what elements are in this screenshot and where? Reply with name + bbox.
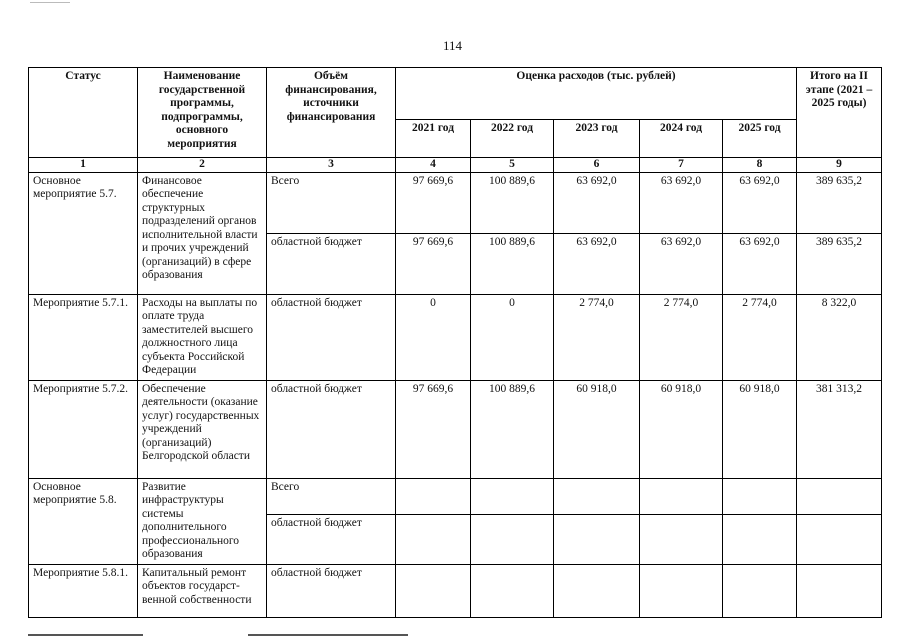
funding-source-cell: областной бюджет [267,564,396,617]
header-row [29,68,882,120]
value-cell: 63 692,0 [640,172,723,233]
column-index-row [29,158,882,173]
page-number: 114 [442,38,463,53]
value-cell [723,564,797,617]
value-cell [396,564,471,617]
value-cell [640,564,723,617]
funding-source-cell: областной бюджет [267,514,396,564]
column-index: 2 [138,158,267,173]
value-cell: 2 774,0 [723,294,797,380]
column-index: 3 [267,158,396,173]
total-cell [797,514,882,564]
value-cell: 60 918,0 [723,380,797,478]
funding-source-cell: областной бюджет [267,380,396,478]
column-index: 9 [797,158,882,173]
value-cell: 100 889,6 [471,172,554,233]
column-index: 4 [396,158,471,173]
value-cell: 0 [471,294,554,380]
header-funding-sources: Объём финансирования, источники финансирования [267,68,396,158]
table-row [29,172,882,233]
value-cell: 60 918,0 [640,380,723,478]
value-cell [554,564,640,617]
value-cell [640,514,723,564]
table-row [29,478,882,514]
total-cell: 8 322,0 [797,294,882,380]
table-row [29,294,882,380]
value-cell [396,514,471,564]
value-cell: 100 889,6 [471,233,554,294]
value-cell [723,478,797,514]
status-cell: Мероприятие 5.7.1. [29,294,138,380]
header-year: 2021 год [396,120,471,158]
value-cell: 97 669,6 [396,380,471,478]
budget-table [28,67,882,618]
header-year: 2025 год [723,120,797,158]
program-name-cell: Капитальный ремонт объектов государст-венной собственности [138,564,267,617]
status-cell: Мероприятие 5.7.2. [29,380,138,478]
value-cell: 63 692,0 [554,172,640,233]
value-cell [723,514,797,564]
column-index: 5 [471,158,554,173]
status-cell: Мероприятие 5.8.1. [29,564,138,617]
value-cell: 2 774,0 [640,294,723,380]
value-cell: 2 774,0 [554,294,640,380]
total-cell [797,564,882,617]
table-row [29,380,882,478]
program-name-cell: Развитие инфраструктуры системы дополнительного профессионального образования [138,478,267,564]
value-cell [554,514,640,564]
bottom-edge-rule [248,634,408,636]
column-index: 6 [554,158,640,173]
value-cell [554,478,640,514]
value-cell [471,478,554,514]
total-cell: 389 635,2 [797,172,882,233]
column-index: 7 [640,158,723,173]
funding-source-cell: Всего [267,172,396,233]
column-index: 1 [29,158,138,173]
total-cell: 389 635,2 [797,233,882,294]
value-cell: 100 889,6 [471,380,554,478]
funding-source-cell: областной бюджет [267,233,396,294]
value-cell [640,478,723,514]
program-name-cell: Обеспечение деятельности (оказание услуг) государственных учреждений (организаций) Белгородской области [138,380,267,478]
header-status: Статус [29,68,138,158]
total-cell [797,478,882,514]
bottom-edge-rule [28,634,143,636]
header-expenses-group: Оценка расходов (тыс. рублей) [396,68,797,120]
value-cell [471,564,554,617]
header-year: 2024 год [640,120,723,158]
value-cell [396,478,471,514]
status-cell: Основное мероприятие 5.7. [29,172,138,294]
program-name-cell: Финансовое обеспечение структурных подразделений органов исполнительной власти и прочих учреждений (организаций) в сфере образования [138,172,267,294]
header-year: 2023 год [554,120,640,158]
header-year: 2022 год [471,120,554,158]
top-edge-rule [30,2,70,3]
value-cell: 60 918,0 [554,380,640,478]
value-cell: 63 692,0 [554,233,640,294]
value-cell: 63 692,0 [723,233,797,294]
value-cell: 63 692,0 [723,172,797,233]
table-row [29,564,882,617]
funding-source-cell: областной бюджет [267,294,396,380]
value-cell [471,514,554,564]
header-program-name: Наименование государственной программы, подпрограммы, основного мероприятия [138,68,267,158]
total-cell: 381 313,2 [797,380,882,478]
funding-source-cell: Всего [267,478,396,514]
column-index: 8 [723,158,797,173]
status-cell: Основное мероприятие 5.8. [29,478,138,564]
value-cell: 0 [396,294,471,380]
header-total: Итого на II этапе (2021 – 2025 годы) [797,68,882,158]
value-cell: 63 692,0 [640,233,723,294]
program-name-cell: Расходы на выплаты по оплате труда заместителей высшего должностного лица субъекта Российской Федерации [138,294,267,380]
value-cell: 97 669,6 [396,233,471,294]
value-cell: 97 669,6 [396,172,471,233]
